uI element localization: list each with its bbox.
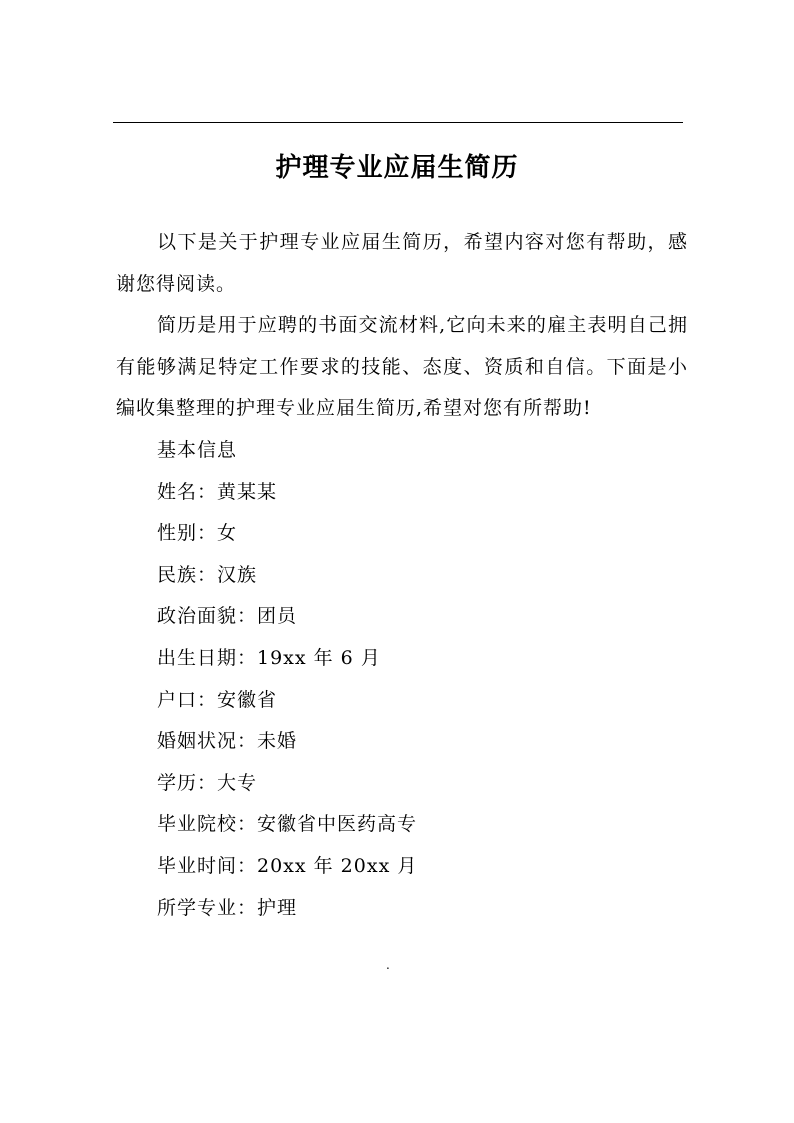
header-rule	[113, 122, 683, 123]
field-gender: 性别：女	[157, 522, 238, 545]
field-school: 毕业院校：安徽省中医药高专	[157, 813, 418, 836]
field-graduation-date: 毕业时间：20xx 年 20xx 月	[157, 854, 418, 877]
field-birth-date: 出生日期：19xx 年 6 月	[157, 646, 381, 669]
section-heading-basic-info: 基本信息	[157, 438, 238, 461]
intro-paragraph-2: 简历是用于应聘的书面交流材料,它向未来的雇主表明自己拥有能够满足特定工作要求的技能、态度、资质和自信。下面是小编收集整理的护理专业应届生简历,希望对您有所帮助!	[116, 314, 688, 420]
document-body	[116, 222, 688, 929]
field-household-registration: 户口：安徽省	[157, 688, 278, 711]
intro-paragraph-1: 以下是关于护理专业应届生简历，希望内容对您有帮助，感谢您得阅读。	[116, 231, 688, 295]
page-marker: .	[386, 958, 390, 972]
field-name: 姓名：黄某某	[157, 480, 278, 503]
field-ethnicity: 民族：汉族	[157, 563, 258, 586]
document-title: 护理专业应届生简历	[275, 153, 519, 183]
field-marital-status: 婚姻状况：未婚	[157, 730, 298, 753]
field-political-status: 政治面貌：团员	[157, 605, 298, 628]
field-education: 学历：大专	[157, 771, 258, 794]
field-major: 所学专业：护理	[157, 896, 298, 919]
